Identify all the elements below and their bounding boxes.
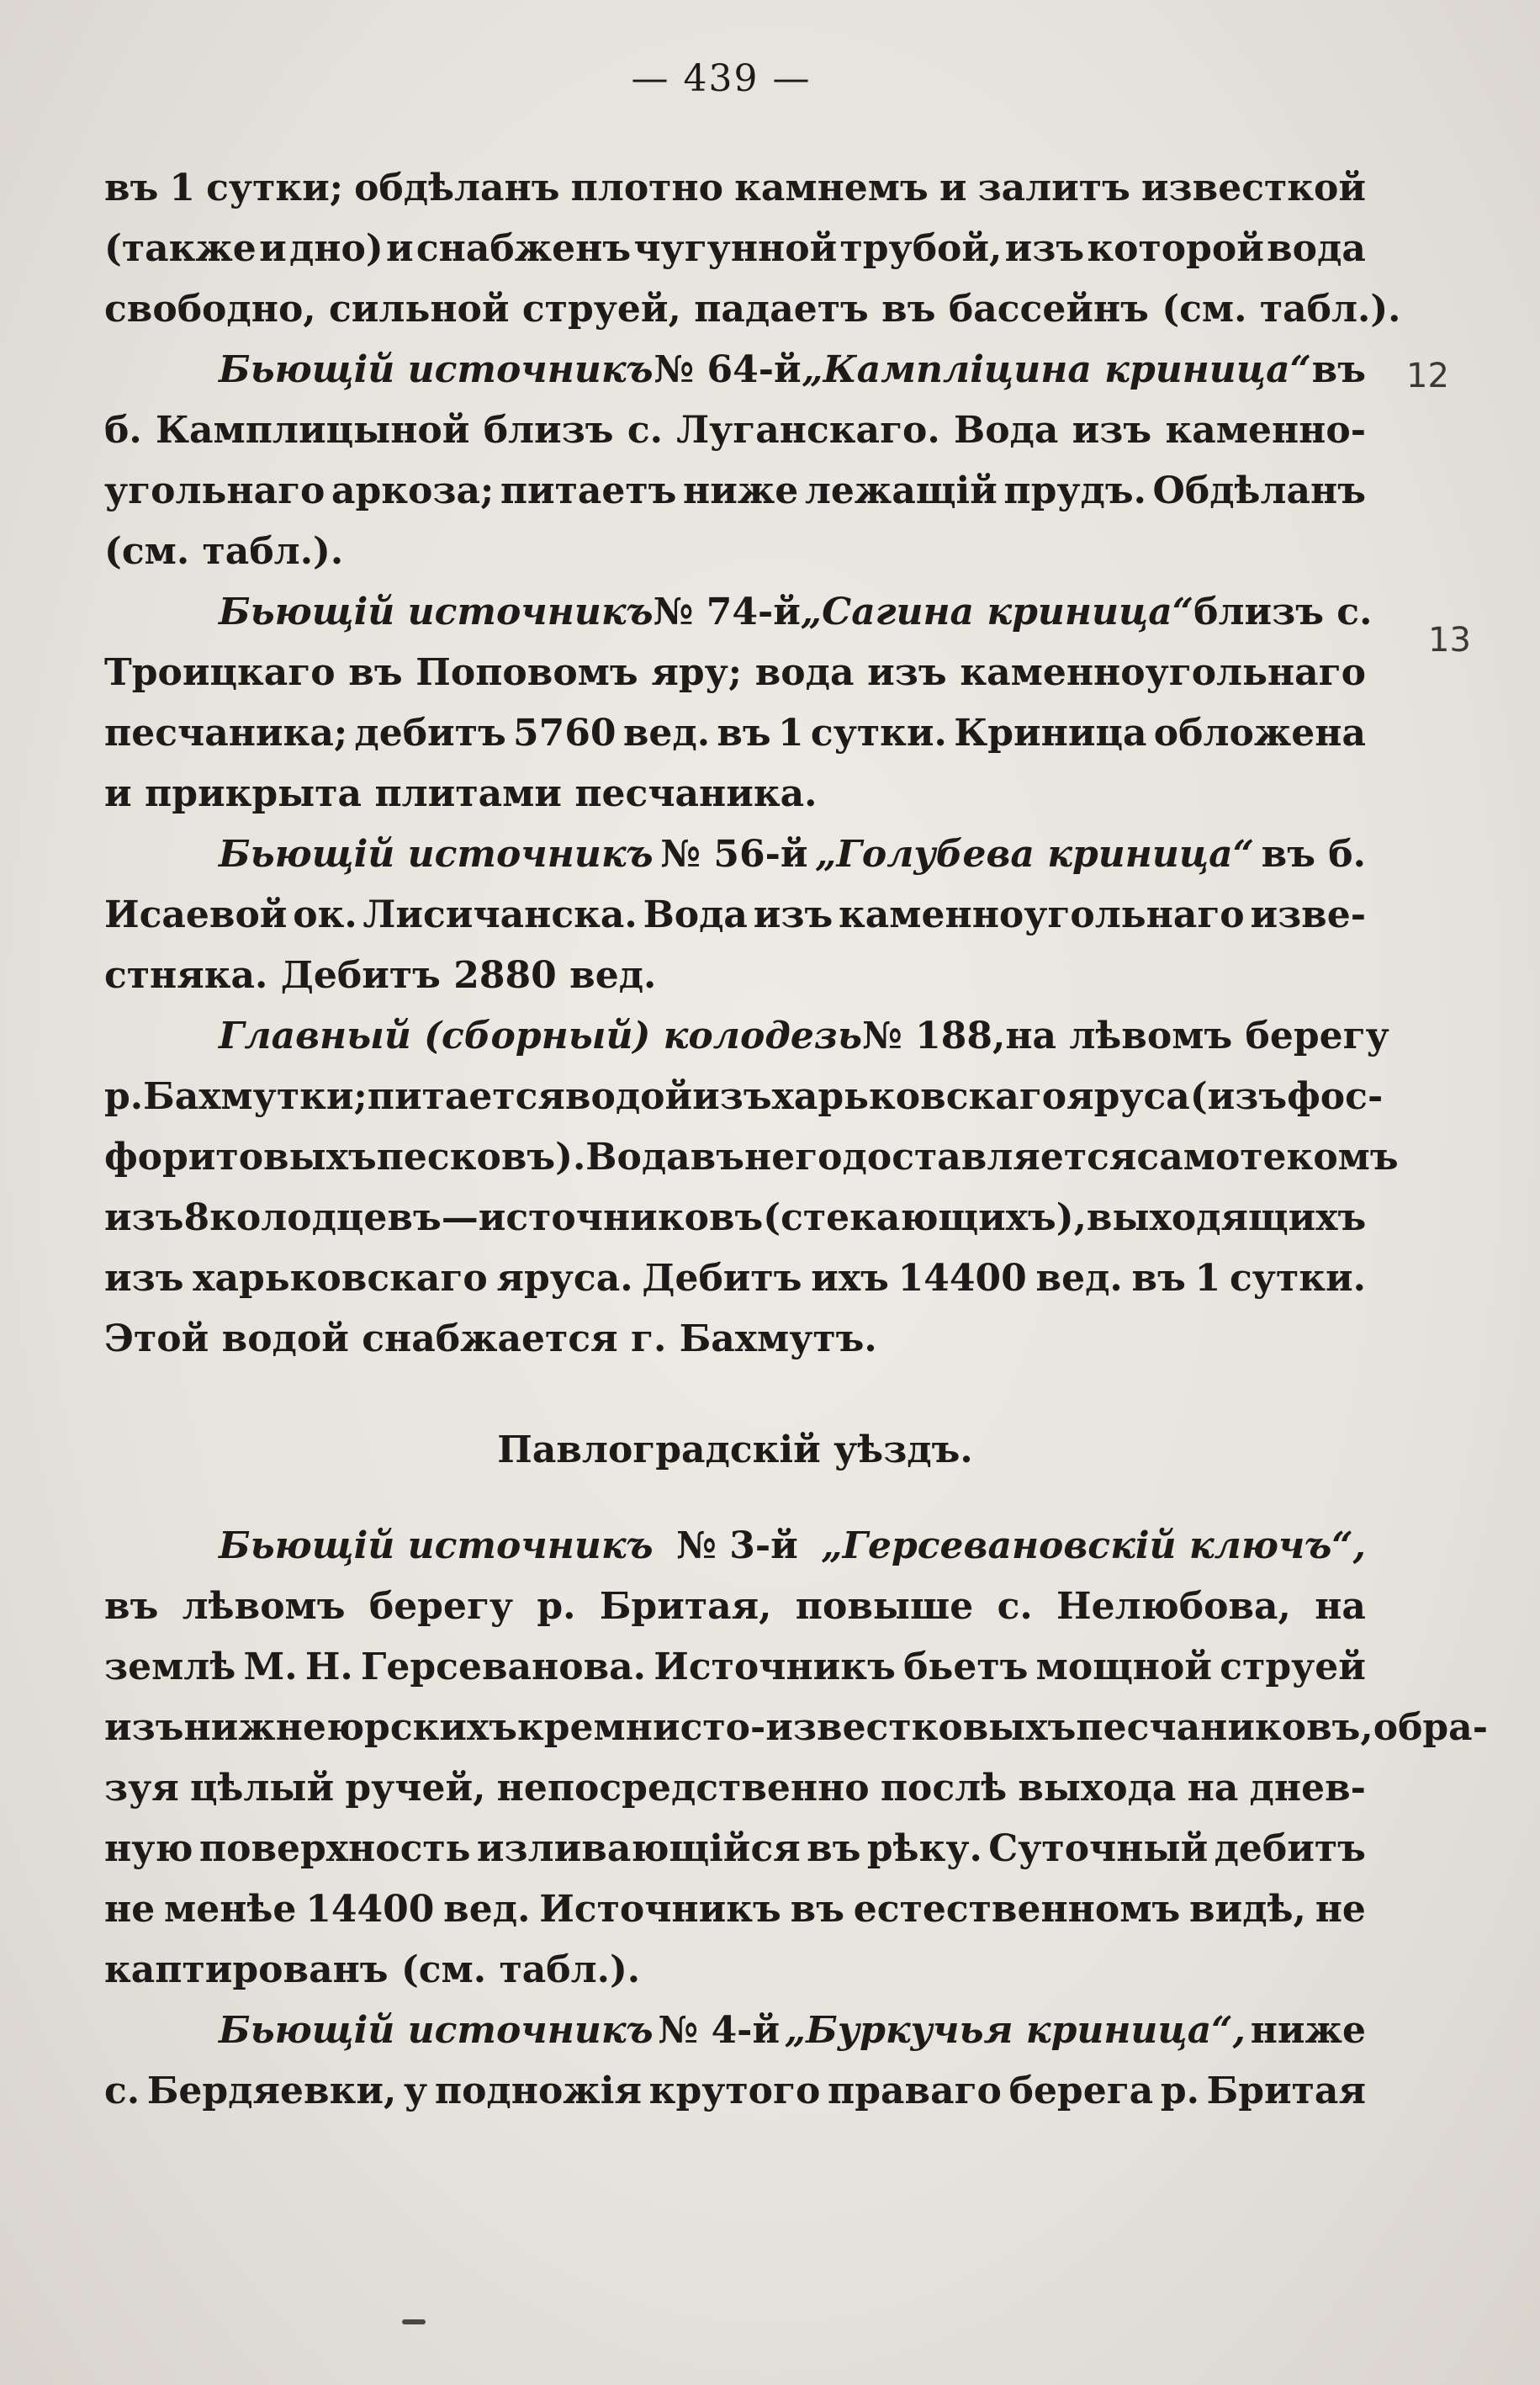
word: снабжается xyxy=(362,1317,618,1360)
text-line xyxy=(104,1940,1366,2001)
word: въ xyxy=(104,167,159,209)
word: него xyxy=(744,1136,843,1179)
text-line xyxy=(104,824,1366,885)
word: яруса xyxy=(1066,1075,1190,1118)
word: мощной xyxy=(1035,1646,1212,1688)
word: изливающійся xyxy=(476,1827,801,1870)
italic-term: Бьющій источникъ xyxy=(219,591,654,633)
word: берега xyxy=(1008,2070,1154,2112)
word: 8 xyxy=(183,1196,210,1239)
text-line xyxy=(104,582,1373,643)
word: б. xyxy=(104,409,142,452)
word: у xyxy=(404,2070,428,2112)
word: Источникъ xyxy=(654,1646,896,1688)
word: свободно, xyxy=(104,288,316,331)
word: рѣку. xyxy=(866,1827,982,1870)
word: с. xyxy=(104,2070,140,2112)
word: Бахмутки; xyxy=(143,1075,368,1118)
word: лѣвомъ xyxy=(182,1585,346,1628)
word: плитами xyxy=(374,772,562,815)
word: с. xyxy=(627,409,663,452)
word: непосредственно xyxy=(496,1767,870,1810)
word: и xyxy=(385,227,414,270)
word: изъ xyxy=(1004,227,1085,270)
word: обдѣланъ xyxy=(354,167,560,209)
word: Криница xyxy=(954,712,1147,755)
text-line xyxy=(104,1188,1366,1248)
text-line xyxy=(104,1248,1366,1309)
word: 14400 xyxy=(305,1888,435,1931)
word: дебитъ xyxy=(354,712,506,755)
word: близъ xyxy=(483,409,614,452)
word: вода xyxy=(1267,227,1366,270)
word: 1 xyxy=(777,712,804,755)
italic-term: Бьющій источникъ xyxy=(219,348,654,391)
text-line xyxy=(104,703,1366,764)
word: обложена xyxy=(1153,712,1366,755)
margin-note-13: 13 xyxy=(1428,621,1471,660)
word: изъ xyxy=(753,893,834,936)
word: сильной xyxy=(329,288,510,331)
text-line xyxy=(104,1758,1366,1819)
italic-name: „Голубева криница“ xyxy=(815,833,1254,876)
text-line xyxy=(104,643,1366,703)
word: бьетъ xyxy=(903,1646,1029,1688)
word: аркоза; xyxy=(331,469,495,512)
word: Бахмутъ. xyxy=(679,1317,877,1360)
word: Лисичанска. xyxy=(363,893,638,936)
word: № 56-й xyxy=(660,833,808,876)
word: колодцевъ—источниковъ xyxy=(209,1196,764,1239)
word: яру; xyxy=(651,651,743,694)
word: не xyxy=(1315,1888,1366,1931)
word: камнемъ xyxy=(734,167,929,209)
word: М. xyxy=(243,1646,298,1688)
word: 1 xyxy=(1194,1257,1221,1300)
word: каменно- xyxy=(1165,409,1366,452)
word: падаетъ xyxy=(694,288,869,331)
word: (стекающихъ), xyxy=(763,1196,1087,1239)
word: р. xyxy=(104,1075,144,1118)
word: зуя xyxy=(104,1767,179,1810)
word: Бердяевки, xyxy=(146,2070,397,2112)
word: сутки. xyxy=(1230,1257,1366,1300)
page-number: — 439 — xyxy=(631,57,812,100)
word: въ б. xyxy=(1261,833,1366,876)
word: въ xyxy=(690,1136,744,1179)
word: водой xyxy=(221,1317,349,1360)
word: яруса. xyxy=(496,1257,633,1300)
word: р. xyxy=(1160,2070,1199,2112)
word: струей xyxy=(1220,1646,1366,1688)
word: Троицкаго xyxy=(104,651,336,694)
word: песчаника. xyxy=(574,772,818,815)
word: менѣе xyxy=(164,1888,297,1931)
section-heading: Павлоградскій уѣздъ. xyxy=(497,1428,973,1471)
word: праваго xyxy=(828,2070,1002,2112)
word: на xyxy=(1315,1585,1366,1628)
word: харьковскаго xyxy=(193,1257,488,1300)
word: въ xyxy=(348,651,403,694)
word: обра- xyxy=(1373,1706,1488,1749)
word: 5760 xyxy=(513,712,617,755)
text-line xyxy=(104,1879,1366,1940)
word: изъ xyxy=(692,1075,772,1118)
word: вода xyxy=(754,651,855,694)
word: Герсеванова. xyxy=(361,1646,646,1688)
word: бассейнъ xyxy=(948,288,1149,331)
word: изъ xyxy=(104,1257,184,1300)
word: поверхность xyxy=(198,1827,471,1870)
word: Источникъ xyxy=(539,1888,781,1931)
word: сутки. xyxy=(810,712,947,755)
word: вед. xyxy=(443,1888,531,1931)
word: не xyxy=(104,1888,156,1931)
word: фос- xyxy=(1287,1075,1384,1118)
word: ок. xyxy=(293,893,357,936)
word: с. xyxy=(997,1585,1033,1628)
text-line xyxy=(104,461,1366,522)
word: на лѣвомъ берегу xyxy=(1005,1015,1389,1057)
italic-term: Главный (сборный) колодезь xyxy=(219,1015,862,1057)
word: 14400 xyxy=(897,1257,1027,1300)
text-line xyxy=(104,885,1366,946)
text-line xyxy=(104,1637,1366,1698)
word: въ xyxy=(807,1827,861,1870)
word: № 74-й xyxy=(653,591,801,633)
word: подножія xyxy=(434,2070,642,2112)
word: Бритая xyxy=(1206,2070,1366,2112)
word: (см. xyxy=(400,1948,487,1991)
word: послѣ xyxy=(880,1767,1008,1810)
text-line xyxy=(104,158,1366,219)
word: изъ xyxy=(104,1706,184,1749)
word: выходящихъ xyxy=(1086,1196,1367,1239)
word: цѣлый xyxy=(189,1767,335,1810)
word: Нелюбова, xyxy=(1056,1585,1291,1628)
word: каменноугольнаго xyxy=(960,651,1366,694)
word: Обдѣланъ xyxy=(1152,469,1366,512)
word: въ xyxy=(717,712,771,755)
word: ниже xyxy=(683,469,799,512)
word: дебитъ xyxy=(1214,1827,1366,1870)
word: водой xyxy=(564,1075,693,1118)
word: въ xyxy=(881,288,936,331)
word: сутки; xyxy=(206,167,343,209)
word: Бритая, xyxy=(599,1585,772,1628)
word: въ xyxy=(1131,1257,1186,1300)
word: ручей, xyxy=(345,1767,486,1810)
ink-smudge xyxy=(402,2319,426,2324)
word: Дебитъ xyxy=(642,1257,802,1300)
italic-name: „Буркучья криница“, xyxy=(784,2009,1246,2052)
word: на xyxy=(1187,1767,1239,1810)
word: № 3-й xyxy=(676,1524,798,1567)
word: р. xyxy=(537,1585,576,1628)
italic-name: „Герсевановскій ключъ“, xyxy=(821,1524,1366,1567)
word: ниже xyxy=(1250,2009,1366,2052)
word: табл.). xyxy=(1259,288,1401,331)
word: близъ с. xyxy=(1193,591,1373,633)
word: трубой, xyxy=(839,227,1003,270)
word: берегу xyxy=(368,1585,514,1628)
word: Поповомъ xyxy=(415,651,638,694)
margin-note-12: 12 xyxy=(1406,357,1449,395)
word: № 64-й xyxy=(654,348,802,391)
text-line xyxy=(104,279,1401,340)
word: изъ xyxy=(867,651,947,694)
word: землѣ xyxy=(104,1646,236,1688)
word: въ xyxy=(790,1888,844,1931)
word: чугунной xyxy=(633,227,838,270)
word: изъ xyxy=(104,1196,184,1239)
text-line xyxy=(104,1006,1389,1067)
word: табл.). xyxy=(202,530,344,573)
paragraphs-before-heading xyxy=(104,158,1401,1370)
word: естественномъ xyxy=(853,1888,1181,1931)
word: (см. xyxy=(104,530,190,573)
text-line xyxy=(104,1698,1488,1758)
word: стняка. xyxy=(104,954,268,997)
word: вед. xyxy=(1035,1257,1123,1300)
word: повыше xyxy=(795,1585,974,1628)
italic-name: „Кампліцина криница“ xyxy=(802,348,1311,391)
text-line xyxy=(104,522,1366,582)
word: угольнаго xyxy=(104,469,325,512)
word: 2880 xyxy=(453,954,557,997)
word: Н. xyxy=(304,1646,353,1688)
word: г. xyxy=(631,1317,667,1360)
word: снабженъ xyxy=(415,227,632,270)
word: питаетъ xyxy=(500,469,677,512)
word: 1 xyxy=(169,167,196,209)
word: залитъ xyxy=(977,167,1130,209)
word: песковъ). xyxy=(376,1136,586,1179)
text-line xyxy=(104,400,1366,461)
text-line xyxy=(104,1127,1399,1188)
word: струей, xyxy=(521,288,681,331)
italic-name: „Сагина криница“ xyxy=(800,591,1194,633)
word: песчаниковъ, xyxy=(1076,1706,1373,1749)
word: ихъ xyxy=(811,1257,889,1300)
word: видѣ, xyxy=(1189,1888,1306,1931)
italic-term: Бьющій источникъ xyxy=(219,833,654,876)
word: прудъ. xyxy=(1003,469,1146,512)
word: и xyxy=(939,167,967,209)
word: песчаника; xyxy=(104,712,348,755)
word: въ xyxy=(1311,348,1366,391)
word: каптированъ xyxy=(104,1948,389,1991)
text-line xyxy=(104,340,1366,400)
word: въ xyxy=(104,1585,159,1628)
word: дно) xyxy=(288,227,384,270)
word: изъ xyxy=(1072,409,1152,452)
italic-term: Бьющій источникъ xyxy=(219,2009,654,2052)
text-line xyxy=(104,2061,1366,2122)
word: Суточный xyxy=(988,1827,1209,1870)
text-line xyxy=(104,764,1366,824)
word: которой xyxy=(1087,227,1264,270)
word: каменноугольнаго xyxy=(839,893,1245,936)
word: известкой xyxy=(1140,167,1366,209)
word: доставляется xyxy=(842,1136,1137,1179)
text-line xyxy=(104,2001,1366,2061)
word: Исаевой xyxy=(104,893,288,936)
word: Луганскаго. xyxy=(676,409,940,452)
word: плотно xyxy=(570,167,723,209)
word: и xyxy=(259,227,287,270)
text-line xyxy=(104,946,1366,1006)
word: кремнисто-известковыхъ xyxy=(517,1706,1077,1749)
text-line xyxy=(104,1577,1366,1637)
word: Вода xyxy=(585,1136,691,1179)
word: изве- xyxy=(1250,893,1366,936)
word: вед. xyxy=(569,954,657,997)
word: (изъ xyxy=(1189,1075,1288,1118)
word: № 188, xyxy=(862,1015,1006,1057)
word: № 4-й xyxy=(658,2009,781,2052)
word: ную xyxy=(104,1827,193,1870)
word: харьковскаго xyxy=(771,1075,1067,1118)
text-line xyxy=(104,1516,1366,1577)
text-line xyxy=(104,1309,1366,1370)
word: лежащій xyxy=(804,469,998,512)
word: Вода xyxy=(643,893,748,936)
word: Этой xyxy=(104,1317,209,1360)
paragraphs-after-heading xyxy=(104,1516,1488,2122)
text-line xyxy=(104,1819,1366,1879)
word: Вода xyxy=(954,409,1059,452)
word: Дебитъ xyxy=(280,954,441,997)
word: самотекомъ xyxy=(1136,1136,1399,1179)
word: выхода xyxy=(1018,1767,1177,1810)
word: и xyxy=(104,772,132,815)
word: (также xyxy=(104,227,257,270)
word: прикрыта xyxy=(145,772,363,815)
word: крутого xyxy=(648,2070,821,2112)
word: нижнеюрскихъ xyxy=(183,1706,518,1749)
word: (см. xyxy=(1162,288,1247,331)
word: табл.). xyxy=(499,1948,641,1991)
word: вед. xyxy=(622,712,711,755)
text-line xyxy=(104,1067,1384,1127)
word: Камплицыной xyxy=(155,409,470,452)
italic-term: Бьющій источникъ xyxy=(219,1524,654,1567)
word: питается xyxy=(367,1075,565,1118)
word: форитовыхъ xyxy=(104,1136,377,1179)
text-line xyxy=(104,219,1366,279)
word: днев- xyxy=(1249,1767,1366,1810)
